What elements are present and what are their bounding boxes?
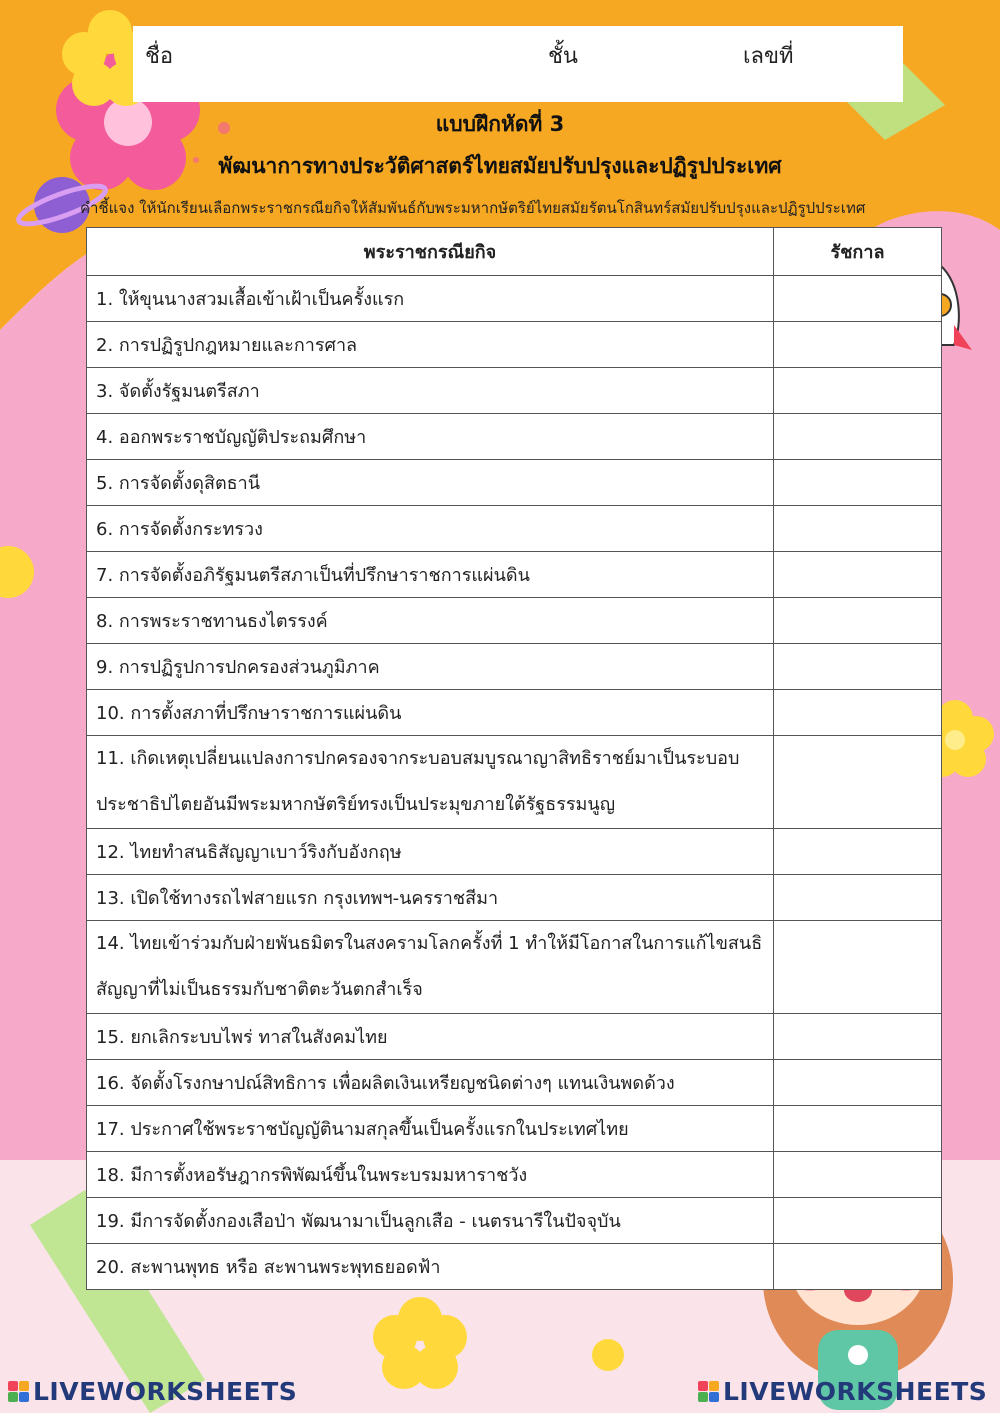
- answer-cell[interactable]: [774, 1060, 942, 1106]
- answer-cell[interactable]: [774, 368, 942, 414]
- table-row: [87, 1106, 942, 1152]
- matching-table: [86, 227, 942, 1290]
- answer-cell[interactable]: [774, 1244, 942, 1290]
- answer-cell[interactable]: [774, 552, 942, 598]
- name-label: ชื่อ: [145, 44, 174, 69]
- activity-cell: 10. การตั้งสภาที่ปรึกษาราชการแผ่นดิน: [87, 690, 774, 736]
- table-row: [87, 1152, 942, 1198]
- table-row: [87, 414, 942, 460]
- liveworksheets-badge-icon: [698, 1381, 719, 1402]
- table-header-row: [87, 228, 942, 276]
- answer-cell[interactable]: [774, 414, 942, 460]
- answer-cell[interactable]: [774, 644, 942, 690]
- student-info-box: [133, 26, 903, 102]
- logo-text: LIVEWORKSHEETS: [723, 1377, 988, 1406]
- answer-cell[interactable]: [774, 875, 942, 921]
- class-label: ชั้น: [548, 44, 578, 69]
- liveworksheets-badge-icon: [8, 1381, 29, 1402]
- answer-cell[interactable]: [774, 506, 942, 552]
- table-row: [87, 276, 942, 322]
- table-row: [87, 875, 942, 921]
- answer-cell[interactable]: [774, 322, 942, 368]
- answer-cell[interactable]: [774, 598, 942, 644]
- table-row: [87, 460, 942, 506]
- number-label: เลขที่: [743, 44, 794, 69]
- answer-cell[interactable]: [774, 829, 942, 875]
- activity-cell: 19. มีการจัดตั้งกองเสือป่า พัฒนามาเป็นลูกเสือ - เนตรนารีในปัจจุบัน: [87, 1198, 774, 1244]
- table-row: [87, 1060, 942, 1106]
- activity-cell: 9. การปฏิรูปการปกครองส่วนภูมิภาค: [87, 644, 774, 690]
- table-row: [87, 506, 942, 552]
- answer-cell[interactable]: [774, 736, 942, 829]
- activity-cell: 20. สะพานพุทธ หรือ สะพานพระพุทธยอดฟ้า: [87, 1244, 774, 1290]
- activity-cell: 5. การจัดตั้งดุสิตธานี: [87, 460, 774, 506]
- activity-cell: 8. การพระราชทานธงไตรรงค์: [87, 598, 774, 644]
- activity-cell: 7. การจัดตั้งอภิรัฐมนตรีสภาเป็นที่ปรึกษาราชการแผ่นดิน: [87, 552, 774, 598]
- activity-cell: 6. การจัดตั้งกระทรวง: [87, 506, 774, 552]
- activity-cell: 12. ไทยทำสนธิสัญญาเบาว์ริงกับอังกฤษ: [87, 829, 774, 875]
- table-row: [87, 1244, 942, 1290]
- answer-cell[interactable]: [774, 1106, 942, 1152]
- activity-cell: 15. ยกเลิกระบบไพร่ ทาสในสังคมไทย: [87, 1014, 774, 1060]
- activity-cell: 16. จัดตั้งโรงกษาปณ์สิทธิการ เพื่อผลิตเงินเหรียญชนิดต่างๆ แทนเงินพดด้วง: [87, 1060, 774, 1106]
- answer-cell[interactable]: [774, 1152, 942, 1198]
- activity-cell: 13. เปิดใช้ทางรถไฟสายแรก กรุงเทพฯ-นครราชสีมา: [87, 875, 774, 921]
- table-row: [87, 690, 942, 736]
- exercise-title: แบบฝึกหัดที่ 3: [435, 112, 565, 136]
- activity-cell: 1. ให้ขุนนางสวมเสื้อเข้าเฝ้าเป็นครั้งแรก: [87, 276, 774, 322]
- table-row: [87, 1198, 942, 1244]
- activity-cell: 3. จัดตั้งรัฐมนตรีสภา: [87, 368, 774, 414]
- answer-cell[interactable]: [774, 921, 942, 1014]
- answer-cell[interactable]: [774, 460, 942, 506]
- table-row: [87, 368, 942, 414]
- answer-cell[interactable]: [774, 690, 942, 736]
- logo-text: LIVEWORKSHEETS: [33, 1377, 298, 1406]
- instruction-text: คำชี้แจง ให้นักเรียนเลือกพระราชกรณียกิจให้สัมพันธ์กับพระมหากษัตริย์ไทยสมัยรัตนโกสินทร์สมัยปรับปรุงและปฏิรูปประเทศ: [80, 199, 866, 217]
- answer-cell[interactable]: [774, 276, 942, 322]
- table-row: [87, 552, 942, 598]
- table-row: [87, 644, 942, 690]
- activity-cell: 4. ออกพระราชบัญญัติประถมศึกษา: [87, 414, 774, 460]
- table-row: [87, 921, 942, 1014]
- exercise-subtitle: พัฒนาการทางประวัติศาสตร์ไทยสมัยปรับปรุงและปฏิรูปประเทศ: [218, 154, 782, 178]
- activity-cell: 14. ไทยเข้าร่วมกับฝ่ายพันธมิตรในสงครามโลกครั้งที่ 1 ทำให้มีโอกาสในการแก้ไขสนธิสัญญาที่ไม่เป็นธรรมกับชาติตะวันตกสำเร็จ: [87, 921, 774, 1014]
- activity-cell: 18. มีการตั้งหอรัษฎากรพิพัฒน์ขึ้นในพระบรมมหาราชวัง: [87, 1152, 774, 1198]
- activity-cell: 17. ประกาศใช้พระราชบัญญัตินามสกุลขึ้นเป็นครั้งแรกในประเทศไทย: [87, 1106, 774, 1152]
- table-row: [87, 736, 942, 829]
- activity-cell: 2. การปฏิรูปกฎหมายและการศาล: [87, 322, 774, 368]
- table-row: [87, 598, 942, 644]
- activity-cell: 11. เกิดเหตุเปลี่ยนแปลงการปกครองจากระบอบสมบูรณาญาสิทธิราชย์มาเป็นระบอบประชาธิปไตยอันมีพระมหากษัตริย์ทรงเป็นประมุขภายใต้รัฐธรรมนูญ: [87, 736, 774, 829]
- table-row: [87, 322, 942, 368]
- answer-cell[interactable]: [774, 1014, 942, 1060]
- answer-cell[interactable]: [774, 1198, 942, 1244]
- header-activity: พระราชกรณียกิจ: [87, 228, 774, 276]
- header-reign: รัชกาล: [774, 228, 942, 276]
- liveworksheets-logo-right: [698, 1377, 987, 1406]
- table-row: [87, 829, 942, 875]
- table-row: [87, 1014, 942, 1060]
- liveworksheets-logo-left: [8, 1377, 297, 1406]
